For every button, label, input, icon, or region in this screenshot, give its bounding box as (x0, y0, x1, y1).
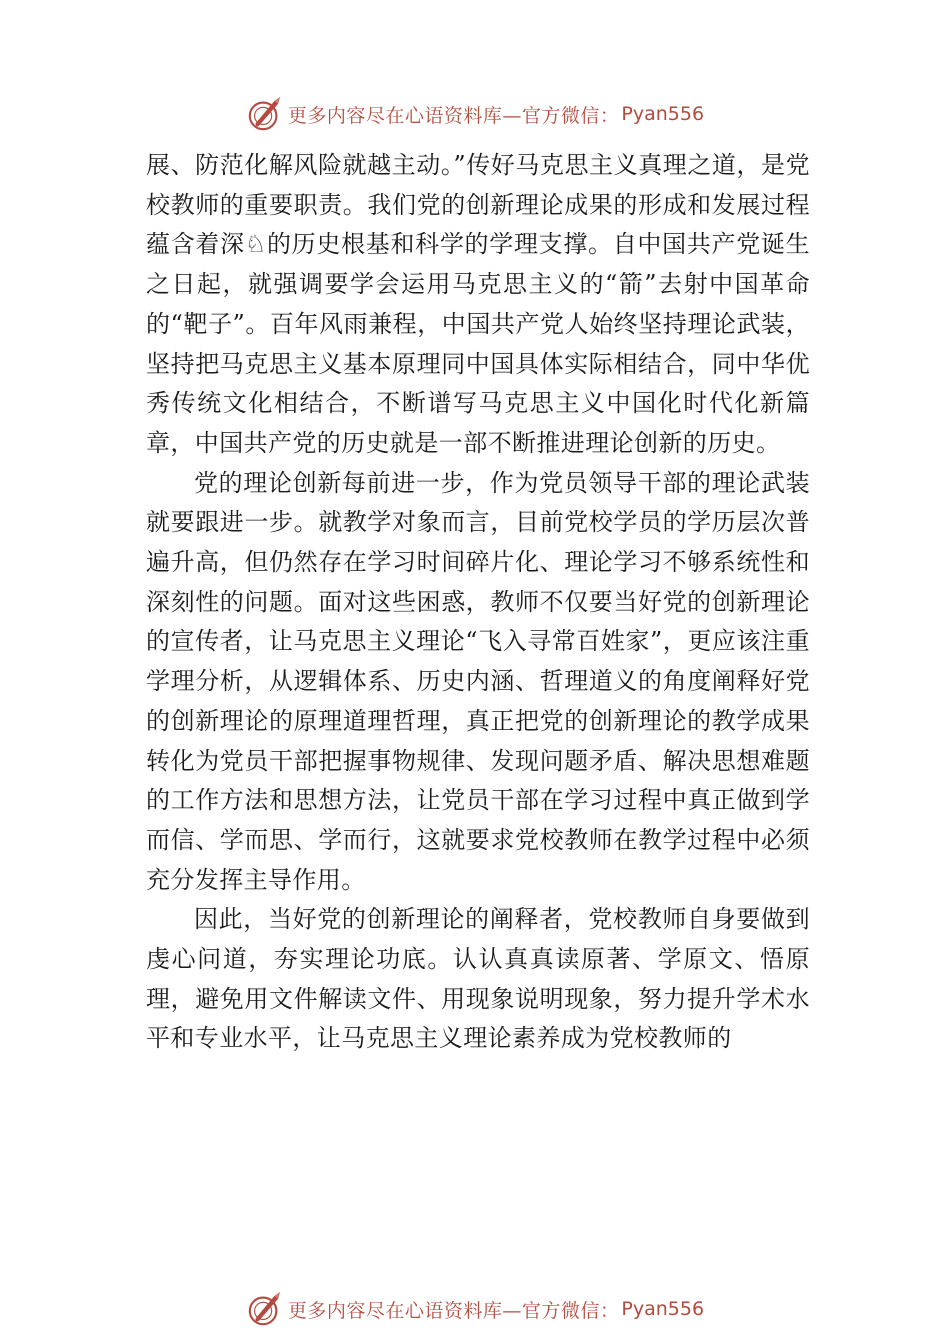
footer-banner (0, 1289, 950, 1329)
footer-banner-text: 更多内容尽在心语资料库—官方微信： (287, 1299, 620, 1322)
paragraph-1: 展、防范化解风险就越主动。”传好马克思主义真理之道，是党校教师的重要职责。我们党的创新理论成果的形成和发展过程蕴含着深♘的历史根基和科学的学理支撑。自中国共产党诞生之日起，就强调要学会运用马克思主义的“箭”去射中国革命的“靶子”。百年风雨兼程，中国共产党人始终坚持理论武装，坚持把马克思主义基本原理同中国具体实际相结合，同中华优秀传统文化相结合，不断谱写马克思主义中国化时代化新篇章，中国共产党的历史就是一部不断推进理论创新的历史。 (146, 151, 810, 457)
banner-text: 更多内容尽在心语资料库—官方微信： (287, 104, 620, 127)
quill-pen-seal-icon (246, 95, 284, 133)
wechat-id: Pyan556 (621, 103, 705, 125)
paragraph-3: 因此，当好党的创新理论的阐释者，党校教师自身要做到虔心问道，夯实理论功底。认认真真读原著、学原文、悟原理，避免用文件解读文件、用现象说明现象，努力提升学术水平和专业水平，让马克思主义理论素养成为党校教师的 (146, 905, 810, 1053)
header-banner (0, 94, 950, 134)
quill-pen-seal-icon (246, 1290, 284, 1328)
footer-wechat-id: Pyan556 (621, 1298, 705, 1320)
paragraph-2: 党的理论创新每前进一步，作为党员领导干部的理论武装就要跟进一步。就教学对象而言，目前党校学员的学历层次普遍升高，但仍然存在学习时间碎片化、理论学习不够系统性和深刻性的问题。面对这些困惑，教师不仅要当好党的创新理论的宣传者，让马克思主义理论“飞入寻常百姓家”，更应该注重学理分析，从逻辑体系、历史内涵、哲理道义的角度阐释好党的创新理论的原理道理哲理，真正把党的创新理论的教学成果转化为党员干部把握事物规律、发现问题矛盾、解决思想难题的工作方法和思想方法，让党员干部在学习过程中真正做到学而信、学而思、学而行，这就要求党校教师在教学过程中必须充分发挥主导作用。 (146, 468, 810, 894)
document-body (146, 146, 810, 1059)
